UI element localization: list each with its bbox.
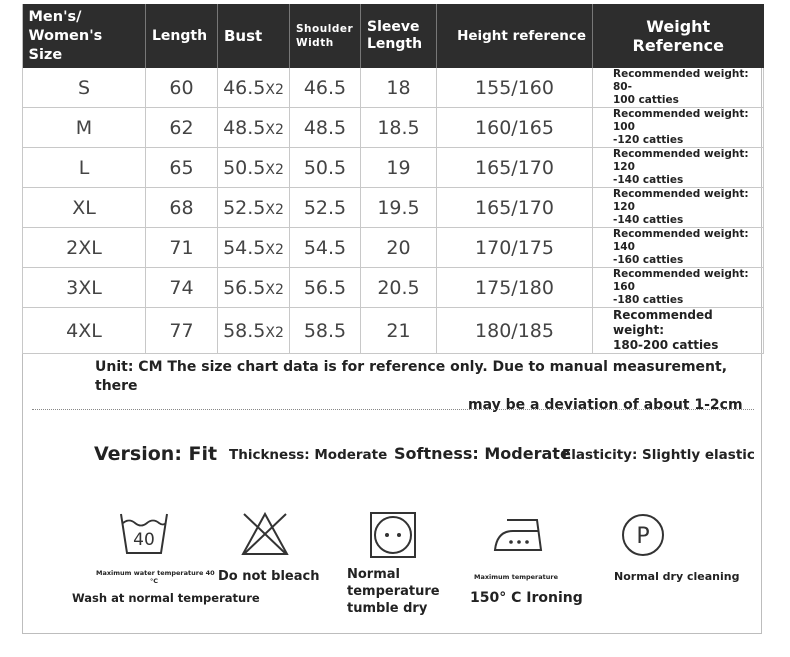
cell-length: 60 xyxy=(146,68,218,108)
wash-tiny-text: Maximum water temperature 40 xyxy=(96,569,215,577)
cell-bust: 54.5X2 xyxy=(218,228,290,268)
cell-bust: 50.5X2 xyxy=(218,148,290,188)
table-row xyxy=(23,108,764,148)
cell-height: 180/185 xyxy=(437,308,593,354)
table-row xyxy=(23,68,764,108)
cell-shoulder: 48.5 xyxy=(290,108,361,148)
cell-weight: Recommended weight: 180-200 catties xyxy=(593,308,764,354)
cell-size: M xyxy=(23,108,146,148)
dryclean-label: Normal dry cleaning xyxy=(614,570,740,583)
care-instructions xyxy=(0,505,790,630)
cell-sleeve: 21 xyxy=(361,308,437,354)
cell-size: 4XL xyxy=(23,308,146,354)
cell-size: L xyxy=(23,148,146,188)
bleach-label: Do not bleach xyxy=(218,569,320,584)
cell-length: 65 xyxy=(146,148,218,188)
cell-height: 165/170 xyxy=(437,148,593,188)
iron-tiny-text: Maximum temperature xyxy=(474,573,559,581)
cell-sleeve: 20.5 xyxy=(361,268,437,308)
cell-sleeve: 18 xyxy=(361,68,437,108)
dry-clean-p-icon xyxy=(621,513,665,557)
cell-sleeve: 20 xyxy=(361,228,437,268)
wash-tub-icon xyxy=(118,511,170,557)
softness-label: Softness: Moderate xyxy=(394,444,571,463)
cell-bust: 52.5X2 xyxy=(218,188,290,228)
header-shoulder: Shoulder Width xyxy=(290,4,361,68)
table-row xyxy=(23,228,764,268)
cell-height: 160/165 xyxy=(437,108,593,148)
header-length: Length xyxy=(146,4,218,68)
cell-weight: Recommended weight: 100 -120 catties xyxy=(593,108,764,148)
version-label: Version: Fit xyxy=(94,443,218,465)
cell-size: S xyxy=(23,68,146,108)
cell-shoulder: 56.5 xyxy=(290,268,361,308)
unit-note: Unit: CM The size chart data is for reference only. Due to manual measurement, there may be a deviation of about 1-2cm xyxy=(95,359,743,413)
wash-tiny-unit: °C xyxy=(150,577,159,585)
table-row xyxy=(23,268,764,308)
header-sleeve: Sleeve Length xyxy=(361,4,437,68)
cell-length: 77 xyxy=(146,308,218,354)
cell-weight: Recommended weight: 120 -140 catties xyxy=(593,148,764,188)
cell-height: 155/160 xyxy=(437,68,593,108)
cell-weight: Recommended weight: 160 -180 catties xyxy=(593,268,764,308)
no-bleach-icon xyxy=(240,511,290,557)
cell-bust: 48.5X2 xyxy=(218,108,290,148)
cell-weight: Recommended weight: 120 -140 catties xyxy=(593,188,764,228)
header-bust: Bust xyxy=(218,4,290,68)
cell-sleeve: 19.5 xyxy=(361,188,437,228)
cell-shoulder: 54.5 xyxy=(290,228,361,268)
iron-label: 150° C Ironing xyxy=(470,590,583,606)
table-row xyxy=(23,148,764,188)
cell-shoulder: 50.5 xyxy=(290,148,361,188)
table-row xyxy=(23,308,764,354)
cell-shoulder: 58.5 xyxy=(290,308,361,354)
cell-size: 3XL xyxy=(23,268,146,308)
wash-label: Wash at normal temperature xyxy=(72,591,260,605)
svg-text:40: 40 xyxy=(133,530,155,550)
cell-bust: 56.5X2 xyxy=(218,268,290,308)
cell-shoulder: 46.5 xyxy=(290,68,361,108)
cell-height: 170/175 xyxy=(437,228,593,268)
divider xyxy=(32,409,754,410)
cell-length: 62 xyxy=(146,108,218,148)
cell-sleeve: 19 xyxy=(361,148,437,188)
iron-icon xyxy=(493,517,545,553)
cell-length: 71 xyxy=(146,228,218,268)
cell-length: 74 xyxy=(146,268,218,308)
header-weight: Weight Reference xyxy=(593,4,764,68)
thickness-label: Thickness: Moderate xyxy=(229,447,388,463)
header-row xyxy=(23,4,764,68)
cell-bust: 46.5X2 xyxy=(218,68,290,108)
svg-text:P: P xyxy=(636,524,650,549)
tumble-label: Normal temperature tumble dry xyxy=(347,567,440,616)
cell-shoulder: 52.5 xyxy=(290,188,361,228)
properties-row xyxy=(0,440,790,470)
cell-size: 2XL xyxy=(23,228,146,268)
cell-bust: 58.5X2 xyxy=(218,308,290,354)
size-chart-table xyxy=(22,4,764,354)
cell-length: 68 xyxy=(146,188,218,228)
cell-height: 165/170 xyxy=(437,188,593,228)
header-height: Height reference xyxy=(437,4,593,68)
cell-weight: Recommended weight: 140 -160 catties xyxy=(593,228,764,268)
elasticity-label: Elasticity: Slightly elastic xyxy=(562,447,755,463)
cell-height: 175/180 xyxy=(437,268,593,308)
tumble-dry-icon xyxy=(369,511,417,559)
cell-size: XL xyxy=(23,188,146,228)
table-row xyxy=(23,188,764,228)
cell-sleeve: 18.5 xyxy=(361,108,437,148)
header-size: Men's/ Women's Size xyxy=(23,4,146,68)
cell-weight: Recommended weight: 80- 100 catties xyxy=(593,68,764,108)
